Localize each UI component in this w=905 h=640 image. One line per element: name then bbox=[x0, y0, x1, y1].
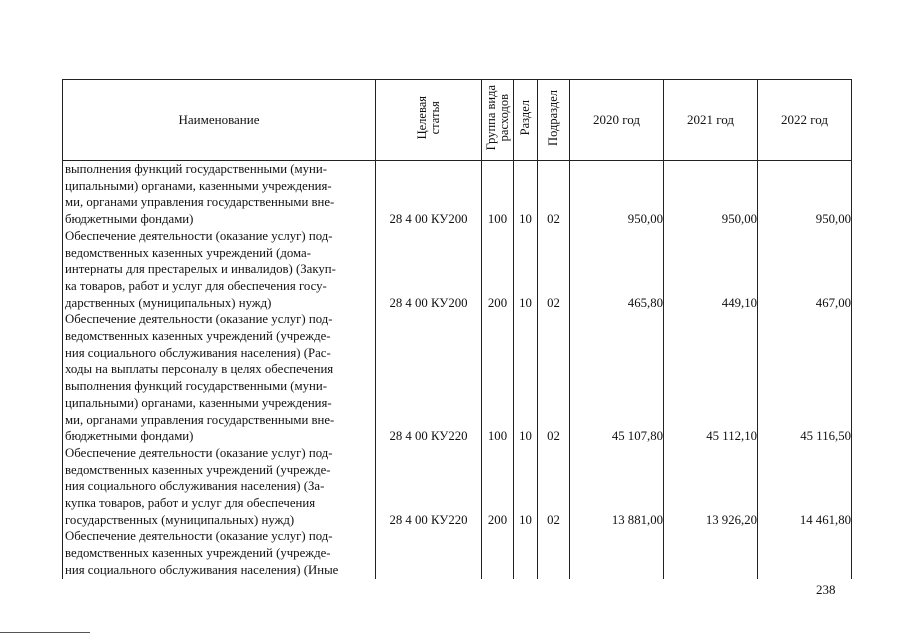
row-amount-2021: 45 112,10 bbox=[664, 311, 758, 445]
footer-divider bbox=[0, 632, 90, 633]
row-name-cell: Обеспечение деятельности (оказание услуг) под- ведомственных казенных учреждений (учрежде- ния социального обслуживания населения) (Рас- ходы на выплаты персоналу в целях обеспечения выполнения функций государственными (муни- ципальными) органами, казенными учреждения- ми, органами управления государственными вне- бюджетными фондами) bbox=[63, 311, 376, 445]
row-section-cell bbox=[514, 528, 538, 578]
row-subsection-cell: 02 bbox=[538, 311, 570, 445]
row-group-cell: 100 bbox=[482, 161, 514, 228]
table-row bbox=[63, 528, 852, 578]
row-code-cell: 28 4 00 КУ220 bbox=[376, 445, 482, 529]
row-section-cell: 10 bbox=[514, 311, 538, 445]
table-header-row bbox=[63, 80, 852, 161]
row-amount-2021: 449,10 bbox=[664, 228, 758, 312]
budget-table bbox=[62, 79, 852, 579]
row-subsection-cell: 02 bbox=[538, 161, 570, 228]
row-code-cell: 28 4 00 КУ200 bbox=[376, 228, 482, 312]
row-subsection-cell: 02 bbox=[538, 445, 570, 529]
row-name-cell: Обеспечение деятельности (оказание услуг) под- ведомственных казенных учреждений (учрежде- ния социального обслуживания населения) (За- купка товаров, работ и услуг для обеспечения государственных (муниципальных) нужд) bbox=[63, 445, 376, 529]
row-amount-2022 bbox=[758, 528, 852, 578]
row-section-cell: 10 bbox=[514, 445, 538, 529]
table-row bbox=[63, 228, 852, 312]
page-number: 238 bbox=[816, 582, 836, 597]
header-name: Наименование bbox=[63, 80, 376, 161]
row-amount-2020: 13 881,00 bbox=[570, 445, 664, 529]
row-section-cell: 10 bbox=[514, 228, 538, 312]
header-expense-group: Группа вида расходов bbox=[482, 80, 514, 161]
row-amount-2020: 950,00 bbox=[570, 161, 664, 228]
row-section-cell: 10 bbox=[514, 161, 538, 228]
row-group-cell bbox=[482, 528, 514, 578]
row-amount-2022: 950,00 bbox=[758, 161, 852, 228]
row-subsection-cell: 02 bbox=[538, 228, 570, 312]
row-subsection-cell bbox=[538, 528, 570, 578]
table-row bbox=[63, 445, 852, 529]
table-row bbox=[63, 161, 852, 228]
header-target-article: Целевая статья bbox=[376, 80, 482, 161]
row-amount-2020: 45 107,80 bbox=[570, 311, 664, 445]
row-name-cell: Обеспечение деятельности (оказание услуг) под- ведомственных казенных учреждений (учрежде- ния социального обслуживания населения) (Иные bbox=[63, 528, 376, 578]
row-amount-2021 bbox=[664, 528, 758, 578]
row-code-cell: 28 4 00 КУ220 bbox=[376, 311, 482, 445]
row-amount-2022: 467,00 bbox=[758, 228, 852, 312]
header-year-2022: 2022 год bbox=[758, 80, 852, 161]
row-amount-2022: 45 116,50 bbox=[758, 311, 852, 445]
row-group-cell: 200 bbox=[482, 445, 514, 529]
row-group-cell: 200 bbox=[482, 228, 514, 312]
row-code-cell bbox=[376, 528, 482, 578]
row-amount-2020: 465,80 bbox=[570, 228, 664, 312]
row-amount-2020 bbox=[570, 528, 664, 578]
row-name-cell: Обеспечение деятельности (оказание услуг) под- ведомственных казенных учреждений (дома- интернаты для престарелых и инвалидов) (Закуп- ка товаров, работ и услуг для обеспечения госу- дарственных (муниципальных) нужд) bbox=[63, 228, 376, 312]
table-row bbox=[63, 311, 852, 445]
header-subsection: Подраздел bbox=[538, 80, 570, 161]
row-code-cell: 28 4 00 КУ200 bbox=[376, 161, 482, 228]
row-name-cell: выполнения функций государственными (муни- ципальными) органами, казенными учреждения- ми, органами управления государственными вне- бюджетными фондами) bbox=[63, 161, 376, 228]
row-amount-2021: 950,00 bbox=[664, 161, 758, 228]
header-year-2020: 2020 год bbox=[570, 80, 664, 161]
header-section: Раздел bbox=[514, 80, 538, 161]
row-amount-2022: 14 461,80 bbox=[758, 445, 852, 529]
header-year-2021: 2021 год bbox=[664, 80, 758, 161]
row-amount-2021: 13 926,20 bbox=[664, 445, 758, 529]
row-group-cell: 100 bbox=[482, 311, 514, 445]
